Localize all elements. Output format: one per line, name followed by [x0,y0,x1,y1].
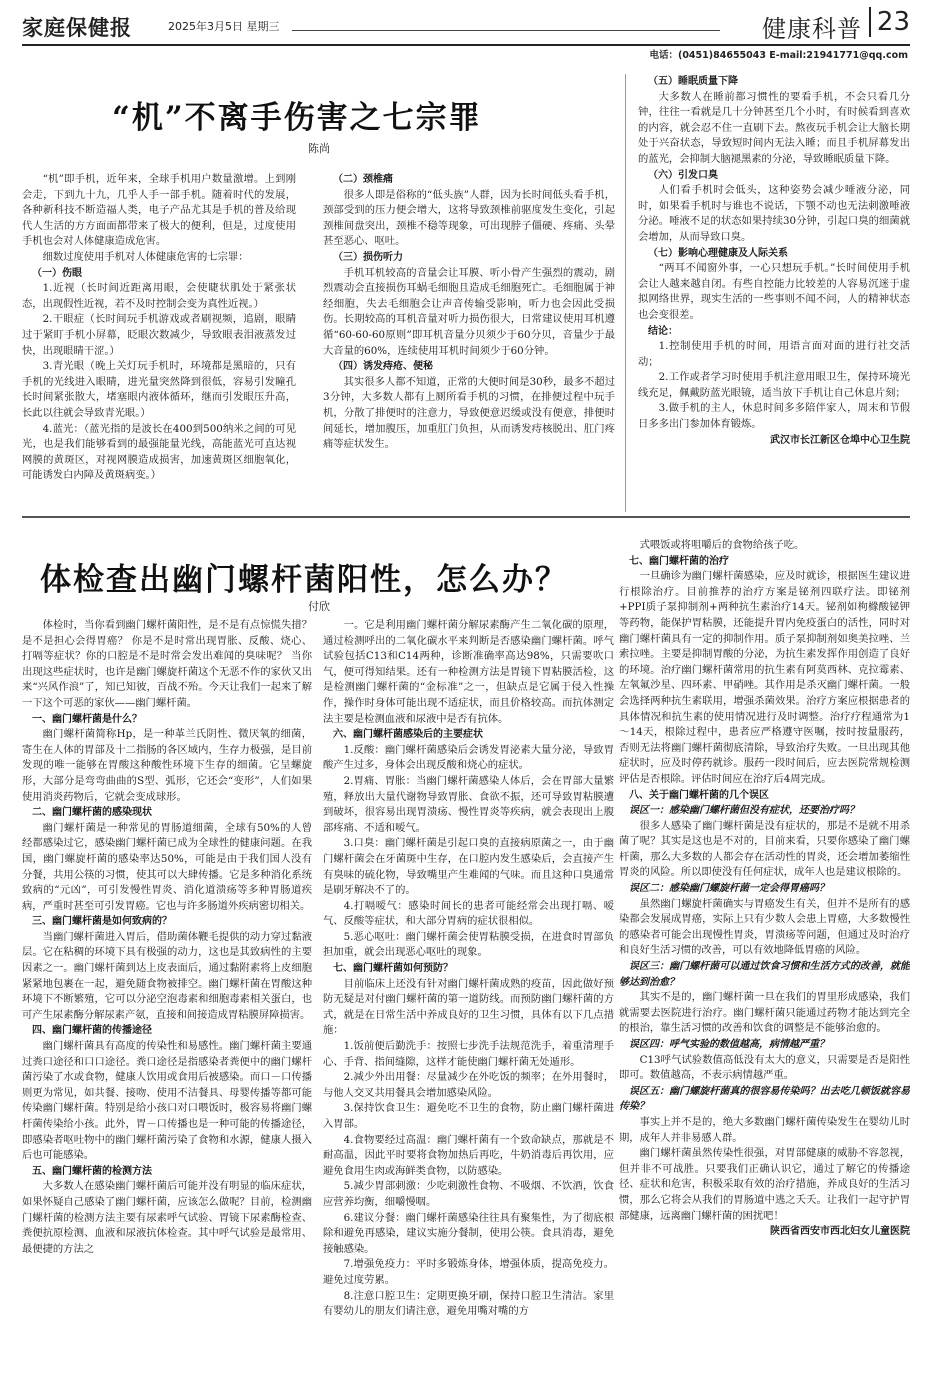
paragraph: “机”即手机，近年来，全球手机用户数量激增。上到刚会走，下到九十九，几乎人手一部手机。随着时代的发展，各种新科技不断造福人类，电子产品尤其是手机的普及给现代人生活的方方面面都带来了极大的便利，但是，过度使用手机也会对人体健康造成危害。 [22,173,296,248]
paragraph: 大多数人在睡前都习惯性的要看手机，不会只看几分钟，往往一看就是几十分钟甚至几个小时，有时候看到喜欢的内容，就会忍不住一直刷下去。熬夜玩手机会让大脑长期处于兴奋状态，导致短时间内无法入睡；而且手机屏幕发出的蓝光，会抑制大脑褪黑素的分泌，导致睡眠质量下降。 [638,90,910,165]
myth-heading: 误区五：幽门螺旋杆菌真的很容易传染吗？出去吃几顿饭就容易传染？ [619,1085,910,1113]
subheading: 二、幽门螺杆菌的感染现状 [32,807,152,819]
myth-heading: 误区三：幽门螺杆菌可以通过饮食习惯和生活方式的改善，就能够达到治愈？ [619,961,910,988]
article-column-2 [323,172,615,512]
subheading: （四）诱发痔疮、便秘 [333,361,433,373]
paragraph: 4.蓝光：（蓝光指的是波长在400到500纳米之间的可见光，也是我们能够看到的最强能量光线，高能蓝光可直达视网膜的黄斑区，对视网膜造成损害，加速黄斑区细胞氧化，可能诱发白内障及黄斑病变。） [22,422,296,482]
author-organization: 武汉市长江新区仓埠中心卫生院 [770,434,910,446]
article-author: 陈尚 [308,142,330,155]
subheading: （七）影响心理健康及人际关系 [648,247,788,259]
paragraph: 一。它是利用幽门螺杆菌分解尿素酶产生二氧化碳的原理，通过检测呼出的二氧化碳水平来判断是否感染幽门螺杆菌。呼气试验包括C13和C14两种，诊断准确率高达98%，只需要吹口气，便可得知结果。还有一种检测方法是胃镜下胃粘膜活检，这是检测幽门螺杆菌的“金标准”之一，但缺点是它属于侵入性操作，操作时身体可能出现不适症状，而且价格较高。而抗体测定法主要是检测血液和尿液中是否有抗体。 [323,619,614,725]
paragraph: 1.饭前便后勤洗手：按照七步洗手法规范洗手，着重清理手心、手背、指间缝隙，这样才能使幽门螺杆菌无处遁形。 [323,1040,614,1068]
paragraph: 幽门螺杆菌是一种常见的胃肠道细菌，全球有50%的人曾经都感染过它，感染幽门螺杆菌已成为全球性的健康问题。在我国，幽门螺旋杆菌的感染率达50%，可能是由于我们国人没有分餐，共用公筷的习惯，使其可以大肆传播。它是多种消化系统致病的“元凶”，可引发慢性胃炎、消化道溃疡等多种胃肠道疾病，严重时甚至可引发胃癌。它也与许多肠道外疾病密切相关。 [22,821,312,912]
subheading: （五）睡眠质量下降 [648,76,738,87]
paragraph: 幽门螺杆菌虽然传染性很强，对胃部健康的威胁不容忽视，但并非不可战胜。只要我们正确认识它，通过了解它的传播途径、症状和危害，积极采取有效的治疗措施，养成良好的生活习惯，那么它将会从我们的胃肠道中逃之夭夭。让我们一起守护胃部健康，远离幽门螺杆菌的困扰吧！ [619,1147,910,1222]
article-column-3 [619,538,910,1370]
paragraph: 3.保持饮食卫生：避免吃不卫生的食物，防止幽门螺杆菌进入胃部。 [323,1102,614,1130]
article-column-2 [323,618,614,1370]
paragraph: 很多人即是俗称的“低头族”人群，因为长时间低头看手机，颈部受到的压力便会增大，这将导致颈椎前驱度发生变化，引起颈椎间盘突出，颈椎不稳等现象，可出现脖子僵硬、疼痛、头晕甚至恶心、呕吐。 [323,188,615,248]
myth-heading: 误区一：感染幽门螺杆菌但没有症状，还要治疗吗？ [629,805,859,817]
paragraph: 2.减少外出用餐：尽量减少在外吃饭的频率；在外用餐时，与他人交叉共用餐具会增加感染风险。 [323,1071,614,1099]
paragraph: 5.恶心呕吐：幽门螺杆菌会使胃粘膜受损，在进食时胃部负担加重，就会出现恶心呕吐的现象。 [323,930,614,959]
paragraph: 一旦确诊为幽门螺杆菌感染，应及时就诊，根据医生建议进行根除治疗。目前推荐的治疗方案是铋剂四联疗法。即铋剂+PPI质子泵抑制剂+两种抗生素治疗14天。铋剂如枸橼酸铋钾等药物，能保护胃粘膜，还能提升胃内免疫蛋白的活性，同时对幽门螺杆菌具有一定的抑制作用。质子泵抑制剂如奥美拉唑、兰索拉唑。主要是抑制胃酸的分泌，为抗生素发挥作用创造了良好的环境。治疗幽门螺杆菌常用的抗生素有阿莫西林、克拉霉素、左氧氟沙星、四环素、甲硝唑。其作用是杀灭幽门螺杆菌。一般会选择两种抗生素联用，增强杀菌效果。治疗方案应根据患者的具体情况和抗生素的使用情况进行及时调整。治疗疗程通常为1～14天，根除过程中，患者应严格遵守医嘱，按时按量服药，否则无法将幽门螺杆菌彻底清除，导致治疗失败。一旦出现其他症状时，应及时停药就诊。服药一段时间后，应去医院常规检测评估是否根除。评估时间应在治疗后4周完成。 [619,570,910,785]
paragraph: 3.做手机的主人，休息时间多多陪伴家人，周末和节假日多多出门参加体育锻炼。 [638,402,910,431]
paragraph: 2.干眼症（长时间玩手机游戏或者刷视频，追剧，眼睛过于紧盯手机小屏幕，眨眼次数减少，导致眼表泪液蒸发过快，出现眼睛干涩。） [22,313,296,357]
paragraph: 1.反酸：幽门螺杆菌感染后会诱发胃泌素大量分泌，导致胃酸产生过多，身体会出现反酸和烧心的症状。 [323,743,614,772]
paragraph: 式喂饭或将咀嚼后的食物给孩子吃。 [639,539,805,551]
subheading: 七、幽门螺杆菌的治疗 [629,555,729,567]
paper-name: 家庭保健报 [22,16,132,40]
masthead-divider [292,30,720,31]
page-number: 23 [869,7,910,37]
subheading: （三）损伤听力 [333,251,403,263]
subheading: （六）引发口臭 [648,169,718,181]
article-hp-infection [22,516,910,1376]
paragraph: 3.口臭：幽门螺杆菌是引起口臭的直接病原菌之一，由于幽门螺杆菌会在牙菌斑中生存，在口腔内发生感染后，会直接产生有臭味的硫化物，导致嘴里产生难闻的气味。而且这种口臭通常是刷牙解决不了的。 [323,837,614,897]
section-name: 健康科普 [762,15,862,43]
article-author: 付欣 [308,600,330,613]
paragraph: 8.注意口腔卫生：定期更换牙刷，保持口腔卫生清洁。家里有婴幼儿的朋友们请注意，避免用嘴对嘴的方 [323,1289,614,1318]
paragraph: 1.控制使用手机的时间，用语言面对面的进行社交活动； [638,340,910,368]
myth-heading: 误区四：呼气实验的数值越高，病情越严重？ [629,1039,829,1050]
paragraph: 4.打嗝嗳气：感染时间长的患者可能经常会出现打嗝、嗳气、反酸等症状，和大部分胃病的症状很相似。 [323,899,614,928]
subheading: 五、幽门螺杆菌的检测方法 [32,1165,152,1177]
paragraph: 其实很多人都不知道，正常的大便时间是30秒，最多不超过3分钟，大多数人都有上厕所看手机的习惯，在排便过程中玩手机，分散了排便时的注意力，导致便意迟缓或没有便意，排便时间延长，增加腹压，加重肛门负担，从而诱发痔核脱出、肛门疼痛等症状发生。 [323,375,615,451]
article-column-1 [22,172,296,512]
subheading: 一、幽门螺杆菌是什么？ [32,713,142,725]
paragraph: 细数过度使用手机对人体健康危害的七宗罪： [42,250,249,263]
paragraph: C13呼气试验数值高低没有太大的意义，只需要是否是阳性即可。数值越高，不表示病情越严重。 [619,1053,910,1082]
subheading: 结论： [648,325,678,337]
paragraph: 其实不是的，幽门螺杆菌一旦在我们的胃里形成感染，我们就需要去医院进行治疗。幽门螺杆菌只能通过药物才能达到完全的根治，靠生活习惯的改善和饮食的调整是不能够治愈的。 [619,991,910,1035]
paragraph: 2.工作或者学习时使用手机注意用眼卫生，保持环境光线充足，佩戴防蓝光眼镜，适当放下手机让自己休息片刻； [638,371,910,399]
paragraph: 7.增强免疫力：平时多锻炼身体，增强体质，提高免疫力。避免过度劳累。 [323,1258,614,1286]
paragraph: 2.胃痛、胃胀：当幽门螺杆菌感染人体后，会在胃部大量繁殖，释放出大量代谢物导致胃胀、食欲不振，还可导致胃粘膜遭到破坏，很容易出现胃溃疡、慢性胃炎等疾病，就会表现出上腹部疼痛、不适和嗳气。 [323,774,614,834]
article-phone-harm [22,66,910,516]
myth-heading: 误区二：感染幽门螺旋杆菌一定会得胃癌吗？ [629,883,829,895]
contact-info: 电话：(0451)84655043 E-mail:21941771@qq.com [649,50,908,61]
subheading: 四、幽门螺杆菌的传播途径 [32,1025,152,1037]
paragraph: 事实上并不是的，绝大多数幽门螺杆菌传染发生在婴幼儿时期，成年人并非易感人群。 [619,1115,910,1144]
paragraph: 目前临床上还没有针对幽门螺杆菌成熟的疫苗，因此做好预防无疑是对付幽门螺杆菌的第一道防线。而预防幽门螺杆菌的方式，就是在日常生活中养成良好的卫生习惯，具体有以下几点措施： [323,977,614,1037]
subheading: 六、幽门螺杆菌感染后的主要症状 [333,729,483,741]
subheading: 七、幽门螺杆菌如何预防？ [333,963,453,975]
article-title: 体检查出幽门螺杆菌阳性，怎么办？ [40,562,568,598]
paragraph: 体检时，当你看到幽门螺杆菌阳性，是不是有点惊慌失措？是不是担心会得胃癌？ 你是不是时常出现胃胀、反酸、烧心、打嗝等症状？你的口腔是不是时常会发出难闻的臭味呢？ 当你出现这些症状时，也许是幽门螺旋杆菌这个无恶不作的家伙又出来“兴风作浪”了，知已知彼，百战不殆。今天让我们一起来了解一下这个可恶的家伙——幽门螺杆菌。 [22,619,312,709]
article-column-1 [22,618,312,1370]
paragraph: 幽门螺杆菌具有高度的传染性和易感性。幽门螺杆菌主要通过粪口途径和口口途径。粪口途径是指感染者粪便中的幽门螺杆菌污染了水或食物，健康人饮用或食用后被感染。而口－口传播则更为常见，如共餐、接吻、使用不洁餐具、母婴传播等都可能传染幽门螺杆菌。特别是给小孩口对口喂饭时，极容易将幽门螺杆菌传染给小孩。此外，胃－口传播也是一种可能的传播途径，即感染者呕吐物中的幽门螺杆菌污染了食物和水源，健康人摄入后也可能感染。 [22,1040,312,1162]
paragraph: 虽然幽门螺旋杆菌确实与胃癌发生有关，但并不是所有的感染都会发展成胃癌，实际上只有少数人会患上胃癌，大多数慢性的感染者可能会出现慢性胃炎，胃溃疡等问题，但通过及时治疗和良好生活习惯的改善，可以有效地降低胃癌的风险。 [619,897,910,957]
paragraph: 6.建议分餐：幽门螺杆菌感染往往具有聚集性，为了彻底根除和避免再感染，建议实施分餐制，使用公筷。食具消毒，避免接触感染。 [323,1211,614,1255]
paragraph: 幽门螺杆菌简称Hp，是一种革兰氏阴性、微厌氧的细菌，寄生在人体的胃部及十二指肠的各区域内，生存力极强，是目前发现的唯一能够在胃酸这种酸性环境下生存的细菌。它呈螺旋形，大部分是弯弯曲曲的S型、弧形，它还会“变形”，人们如果使用消炎药物后，它就会变成球形。 [22,728,312,803]
paragraph: 手机耳机较高的音量会让耳膜、听小骨产生强烈的震动，剧烈震动会直接损伤耳蜗毛细胞且造成毛细胞死亡。毛细胞属于神经细胞，失去毛细胞会让声音传输受影响，听力也会因此受损伤。长期较高的耳机音量对听力损伤很大，日常建议使用耳机遵循“60-60-60原则”即耳机音量分贝须少于60分贝，音量少于最大音量的60%，连续使用耳机时间须少于60分钟。 [323,266,615,357]
paragraph: 当幽门螺杆菌进入胃后，借助菌体鞭毛提供的动力穿过黏液层。它在粘稠的环境下具有极强的动力，这也是其致病性的主要因素之一。幽门螺杆菌到达上皮表面后，通过黏附素将上皮细胞紧紧地包裹在一起，避免随食物被排空。幽门螺杆菌在胃酸这种环境下不断繁殖，它可以分泌空泡毒素和细胞毒素相关蛋白，也可产生尿素酶分解尿素产氨，直接和间接造成胃粘膜屏障损害。 [22,930,312,1021]
masthead-rule [22,44,910,46]
paragraph: “两耳不闻窗外事，一心只想玩手机。”长时间使用手机会让人越来越自闭。有些自控能力比较差的人容易沉迷于虚拟网络世界，现实生活的一些事则不闻不问，人的精神状态也会变很差。 [638,262,910,321]
paragraph: 3.青光眼（晚上关灯玩手机时，环境都是黑暗的，只有手机的光线进入眼睛，进光量突然降到很低，容易引发瞳孔长时间紧张散大，堵塞眼内液体循环，继而引发眼压升高，长此以往就会导致青光眼。） [22,360,296,419]
subheading: 三、幽门螺杆菌是如何致病的？ [32,916,172,928]
article-title: “机”不离手伤害之七宗罪 [112,100,482,136]
author-organization: 陕西省西安市西北妇女儿童医院 [770,1226,910,1238]
subheading: 八、关于幽门螺杆菌的几个误区 [629,789,769,801]
paragraph: 4.食物要经过高温：幽门螺杆菌有一个致命缺点，那就是不耐高温，因此平时要将食物加热后再吃，牛奶消毒后再饮用，应避免食用生肉或海鲜类食物，以防感染。 [323,1133,614,1177]
paragraph: 很多人感染了幽门螺杆菌是没有症状的，那是不是就不用杀菌了呢？其实是这也是不对的，目前来看，只要你感染了幽门螺杆菌，那么大多数的人都会存在活动性的胃炎，还会增加萎缩性胃炎的风险。所以即使没有任何症状，成年人也是建议根除的。 [619,819,910,879]
subheading: （一）伤眼 [32,267,82,279]
article-column-3 [625,74,910,512]
subheading: （二）颈椎痛 [333,174,393,185]
paragraph: 5.减少胃部刺激：少吃刺激性食物、不吸烟、不饮酒，饮食应营养均衡，细嚼慢咽。 [323,1180,614,1208]
paragraph: 1.近视（长时间近距离用眼，会使睫状肌处于紧张状态，出现假性近视，若不及时控制会变为真性近视。） [22,282,296,310]
issue-date: 2025年3月5日 星期三 [168,20,280,33]
paragraph: 人们看手机时会低头，这种姿势会减少唾液分泌，同时，如果看手机时与谁也不说话，下颚不动也无法刺激唾液分泌。唾液不足的状态如果持续30分钟，引起口臭的细菌就会增加，从而导致口臭。 [638,184,910,243]
paragraph: 大多数人在感染幽门螺杆菌后可能并没有明显的临床症状，如果怀疑自己感染了幽门螺杆菌，应该怎么做呢？目前，检测幽门螺杆菌的检测方法主要有尿素呼气试验、胃镜下尿素酶检查、粪便抗原检测、血液和尿液抗体检查。其中呼气试验是最常用、最便捷的方法之 [22,1180,312,1255]
